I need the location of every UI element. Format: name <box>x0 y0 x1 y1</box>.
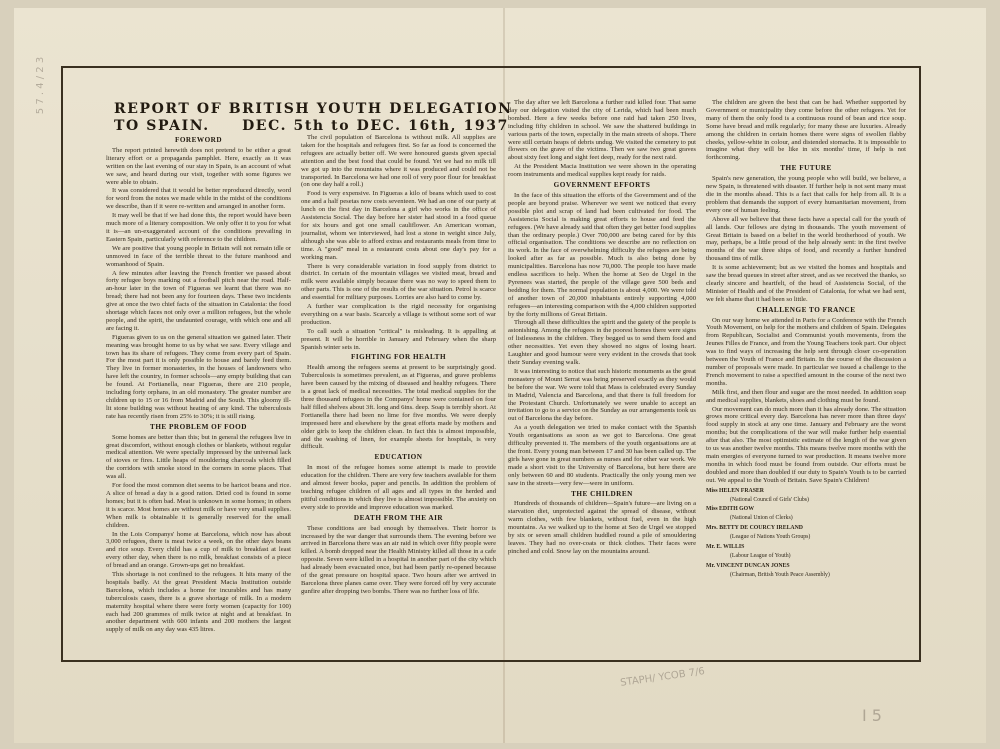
paragraph: To call such a situation "critical" is misleading. It is appalling at present. It will be horrible in January and February when the sharp Spanish winter sets in. <box>301 327 496 351</box>
text-column-1 <box>106 134 291 654</box>
pencil-archive-note: STAPH/ YCOB 7/6 <box>619 666 706 689</box>
paragraph: Figueras given to us on the general situation we gained later. Their meaning was brought home to us by what we saw. Every village and town has its share of refugees. They come from every part of Spain. For the most part it is only possible to house and barely feed them. They live in former monasteries, in the houses of landowners who have left the country, in former schools—any empty building that can be found. At Fortianella, near Figueras, there are 210 people, including forty orphans, in an old monastery. The greater number are children up to 15 or 16 from Madrid and the South. This gloomy ill-lit stone building was without heating of any kind. The tuberculosis rate has recently risen from 25% to 30%; it is still rising. <box>106 333 291 420</box>
paragraph: It is some achievement; but as we visited the homes and hospitals and saw the bread queues in street after street, and as we received the thanks, so clearly sincere and heartfelt, of the head of Assistencia Social, of the Minister of Health and of the President of Catalonia, for what we had sent, we felt shame that it had been so little. <box>706 264 906 303</box>
text-column-2 <box>301 134 496 654</box>
paragraph: At the President Macia Institution we were shown in the operating room instruments and medical supplies kept ready for raids. <box>508 163 696 179</box>
section-heading-the-future: THE FUTURE <box>780 164 832 173</box>
paragraph: Food is very expensive. In Figueras a kilo of beans which used to cost one and a half pesetas now costs seventeen. We had an one of our party at lunch on the first day in Barcelona a girl who works in the office of Assistencia Social. The day before her sister had stood in a food queue for six hours and got one small cauliflower. An American woman, journalist, whom we interviewed, had lost a stone in weight since July, although she was able to afford extras and restaurants meals from time to time. A "good" meal in a restaurant costs about one day's pay for a working man. <box>301 190 496 261</box>
paragraph: On our way home we attended in Paris for a Conference with the French Youth Movement, on help for the mothers and children of Spain. Delegates from Republican, Socialist and Communist youth movements, from the Jeunes Filles de France, and from the Young Teachers took part. Our object was to find ways of increasing the help sent through closer co-operation between the Youth of France and Britain. In the course of the discussion a number of proposals were made. In particular we issued a challenge to the French movement to raise a specified amount in the course of the next two months. <box>706 316 906 387</box>
text-column-3 <box>508 99 696 654</box>
paragraph: This shortage is not confined to the refugees. It hits many of the hospitals badly. At the great President Macia Institution outside Barcelona, which includes a home for incurables and has many tuberculosis cases, there is a grave shortage of milk. In a modern maternity hospital where there were forty women (capacity for 100) each had 200 grammes of milk twice at night and at breakfast. In another department with 600 infants and 200 mothers the largest supply of milk on any day was 435 litres. <box>106 571 291 634</box>
paragraph: For food the most common diet seems to be haricot beans and rice. A slice of bread a day is a good ration. Dried cod is found in some homes; but it is often bad. Meat is unknown in some homes; in others it is scarce. Most homes are without milk or have very small supplies. When milk is obtainable it is generally reserved for the small children. <box>106 482 291 529</box>
report-title-line-1: REPORT OF BRITISH YOUTH DELEGATION <box>114 101 513 117</box>
paragraph: The report printed herewith does not pretend to be either a great literary effort or a propaganda pamphlet. Here, exactly as it was written on the last evening of our stay in Spain, is an account of what we saw, and heard during our visit, together with some figures we were able to obtain. <box>106 146 291 186</box>
signatory-name: Mrs. BETTY DE COURCY IRELAND <box>706 525 803 532</box>
section-heading-fighting-for-health: FIGHTING FOR HEALTH <box>350 353 447 362</box>
signatory-organisation: (Labour League of Youth) <box>730 552 791 559</box>
signatory-organisation: (League of Nations Youth Groups) <box>730 534 811 541</box>
section-heading-government-efforts: GOVERNMENT EFFORTS <box>553 181 651 190</box>
signatory-organisation: (Chairman, British Youth Peace Assembly) <box>730 571 830 578</box>
paragraph: The civil population of Barcelona is without milk. All supplies are taken for the hospitals and refugees first. So far as food is concerned the refugees are actually better off. We were honoured guests given special attention and the best food that could be found. Yet we had no milk till we got up into the mountains where it was produced and could not be transported. In Barcelona we had one roll of very poor flour for breakfast (on one day half a roll.) <box>301 134 496 189</box>
section-heading-education: EDUCATION <box>374 453 423 462</box>
paragraph: It may well be that if we had done this, the report would have been much more of a literary composition. We only offer it to you for what it is—an un-exaggerated account of the conditions prevailing in Eastern Spain, particularly with reference to the children. <box>106 212 291 243</box>
paragraph: Hundreds of thousands of children—Spain's future—are living on a starvation diet, unprotected against the spread of disease, without warm clothes, with few blankets, without fuel, even in the high mountains. As we walked up to the home at Seo de Urgel we stopped by six or seven small children huddled round a pile of smouldering leaves. They had no over-coats or thick clothes. Their faces were pinched and cold. Snow lay on the mountains around. <box>508 500 696 555</box>
report-title <box>114 101 514 135</box>
pencil-corner-note: I 5 <box>862 706 882 725</box>
paragraph: There is very considerable variation in food supply from district to district. In certain of the mountain villages we visited meat, bread and milk were available simply because there was no way to speed them to other parts. This is one of the results of the war situation. Petrol is scarce and essential for military purposes. Lorries are also hard to come by. <box>301 262 496 302</box>
paragraph: Through all these difficulties the spirit and the gaiety of the people is astonishing. Among the refugees in the poorest homes there were signs of listlessness in the children. They begged us to send them food and other necessities. Yet even they showed no signs of losing heart. Laughter and good humour were very evident in the crowds that took their Sunday evening walk. <box>508 319 696 366</box>
section-heading-problem-of-food: THE PROBLEM OF FOOD <box>150 422 247 431</box>
signatory-organisation: (National Union of Clerks) <box>730 515 793 522</box>
signatory-organisation: (National Council of Girls' Clubs) <box>730 496 809 503</box>
paragraph: The day after we left Barcelona a further raid killed four. That same day our delegation visited the city of Lerida, which had been much bombed. Here a few weeks before one raid had taken 250 lives, including fifty children in school. We saw the shattered buildings in various parts of the town, especially in the main streets of shops. There were still certain heaps of debris undug. We visited the cemetery to put flowers on the grave of the victims. Then we saw two great graves about sixty feet long and sight feet deep, ready for the next raid. <box>508 99 696 162</box>
paragraph: These conditions are bad enough by themselves. Their horror is increased by the war danger that surrounds them. The evening before we arrived in Barcelona there was an air raid in which over fifty people were killed. A bomb dropped near the Health Ministry killed all those in a cafe opposite. Seven were killed in a hospital in another part of the city which had already been evacuated once, but had been partly re-opened because of the great pressure on hospital space. Two hours after we arrived in Barcelona three planes came over. They were forced off by very accurate gunfire after dropping two bombs. There was no further loss of life. <box>301 524 496 595</box>
signatories-list <box>706 488 906 580</box>
paragraph: We are positive that young people in Britain will not remain idle or unmoved in face of the terrible threat to the future manhood and womanhood of Spain. <box>106 244 291 268</box>
paragraph: It was considered that it would be better reproduced directly, word for word from the notes we made while in the midst of the conditions we describe, than if it were re-written and arranged in another form. <box>106 187 291 211</box>
paragraph: A further war complication is the rigid necessity for organising everything on a war basis. Scarcely a village is without some sort of war production. <box>301 303 496 326</box>
paragraph: A few minutes after leaving the French frontier we passed about forty refugee boys marking out a football pitch near the road. Half-an-hour later in the town of Figueras we learnt that there was no bread; there had not been any for fourteen days. These two incidents give at once the two chief facts of the situation in Catalonia: the food shortage which faces not only over a million refugees, but the whole people, and the spirit, the undaunted courage, with which one and all are facing it. <box>106 269 291 332</box>
section-heading-death-from-the-air: DEATH FROM THE AIR <box>353 513 444 522</box>
report-title-line-2: TO SPAIN. DEC. 5th to DEC. 16th, 1937 <box>114 118 509 134</box>
paragraph: Our movement can do much more than it has already done. The situation grows more critical every day. Barcelona has never more than three days' food supply in stock at any one time. January and February are the worst months; but the complications of the war will make further help essential after that also. The most optimistic estimate of the length of the war given to us was another twelve months. This means twelve more months with the main energies of everyone turned to war production. It means twelve more months in which food must be found from outside. Our efforts must be doubled and more than doubled if our duty to Spain's Youth is to be carried out. We appeal to the Youth of Britain. Save Spain's Children! <box>706 405 906 484</box>
section-heading-foreword: FOREWORD <box>174 136 223 144</box>
signatory-name: Miss EDITH GOW <box>706 506 754 513</box>
text-column-4 <box>706 99 906 654</box>
paragraph: As a youth delegation we tried to make contact with the Spanish Youth organisations as soon as we got to Barcelona. One great difficulty prevented it. The members of the youth organisations are at the front. Every young man between 17 and 30 has been called up. The girls have gone in great numbers as nurses and for other war work. We made a short visit to the University of Barcelona, but here there are only between 60 and 80 students. Practically the only young men we saw in the streets—very few—were in uniform. <box>508 424 696 487</box>
paragraph: Spain's new generation, the young people who will build, we believe, a new Spain, is threatened with disaster. If further help is not sent many must die in the months ahead. This is a fact that calls for help from all. It is a problem that demands the support of every humanitarian movement, from every one of human feeling. <box>706 175 906 214</box>
signatory-name: Mr. VINCENT DUNCAN JONES <box>706 562 790 569</box>
paragraph: Milk first, and then flour and sugar are the most needed. In addition soap and medical supplies, blankets, shoes and clothing must be found. <box>706 388 906 404</box>
paragraph: In the Lois Companys' home at Barcelona, which now has about 3,000 refugees, there is meat twice a week, on the other days beans and rice soup. Every child has a cup of milk to breakfast at least every other day, when there is no milk, breakfast consists of a piece of bread and an orange. Grown-ups get no breakfast. <box>106 530 291 570</box>
paragraph: Above all we believe that these facts have a special call for the youth of all lands. Our fellows are dying in thousands. The youth movement of Great Britain is based on a belief in the world brotherhood of youth. We may, perhaps, be a little proud of the help already sent: in the first twelve months of the war three ships of food, and recently a further hundred thousand tins of milk. <box>706 215 906 263</box>
paragraph: The children are given the best that can be had. Whether supported by Government or municipality they come before the other refugees. Yet for many of them the only food is a continuous round of bean and rice soup. Some have bread and milk regularly; for many these are luxuries. Already among the children in certain homes there were signs of swollen flabby cheeks, yellow-white in colour, and distended stomachs. It is impossible to imagine what they will be like in six months' time, if help is not forthcoming. <box>706 99 906 162</box>
paragraph: It was interesting to notice that such historic monuments as the great monastery of Mount Serrat was being preserved exactly as they would be before the war. We were told that Mass is celebrated every Sunday in Madrid, Valencia and Barcelona, and that there is full freedom for the Protestant Church. Unfortunately we were unable to accept an invitation to go to a service on the Sunday as our arrangements took us out of Barcelona the day before. <box>508 367 696 423</box>
pencil-margin-note: 5 7 . 4 / 2 3 <box>35 56 47 115</box>
section-heading-the-children: THE CHILDREN <box>571 489 633 498</box>
paragraph: Health among the refugees seems at present to be surprisingly good. Tuberculosis is sometimes prevalent, as at Figueras, and grave problems have been caused by the mixing of diseased and healthy refugees. There is a great lack of medical necessities. The total medical supplies for the three thousand refugees in the Companys' home were contained on four half filled shelves about 3ft. long and 6ins. deep. Soap is terribly short. At Fortianella there had been no lime for five months. We were deeply impressed here and elsewhere by the great efforts made by mothers and older girls to keep the children clean. In fact this is almost impossible, and the washing of linen, for example sheets for hospitals, is very difficult. <box>301 364 496 451</box>
paragraph: In most of the refugee homes some attempt is made to provide education for the children. There are very few teachers available for them and almost fewer books, paper and pencils. In addition the problem of teaching refugee children of all ages and all types in the herded and pitiful conditions in which they live is almost impossible. The anxiety on every side to provide and improve education was marked. <box>301 464 496 511</box>
paragraph: Some homes are better than this; but in general the refugees live in great discomfort, without enough clothes or blankets, without regular medical attention. We were specially impressed by the universal lack of stoves or fires. Little heaps of mouldering charcoals which filled the corridors with smoke stood in the corners in some places. That was all. <box>106 433 291 481</box>
section-heading-challenge-to-france: CHALLENGE TO FRANCE <box>756 305 856 314</box>
signatory-name: Mr. E. WILLIS <box>706 544 745 551</box>
paragraph: In the face of this situation the efforts of the Government and of the people are beyond praise. Wherever we went we noticed that every possible plot and scrap of land had been cultivated for food. The Assistencia Social is making great efforts to house and feed the refugees. (We have already said that often they get better food supplies than the ordinary people.) Over 700,000 are being cared for by this official organisation. The conditions we describe are no reflection on its work. In the face of overwhelming difficulty the refugees are being looked after as far as possible. Much is also being done by municipalities. Barcelona has now 70,000. The people too have made endless sacrifices to help. When the home at Seo de Urgel in the Pyrenees was started, the people of the village gave 500 beds and bedding for them. The normal population is about 4,000. We were told of another town of 20,000 inhabitants entirely supporting 4,000 refugees—an interesting comparison with the 4,000 children supported by the forty millions of Great Britain. <box>508 191 696 318</box>
signatory-name: Miss HELEN FRASER <box>706 487 764 494</box>
